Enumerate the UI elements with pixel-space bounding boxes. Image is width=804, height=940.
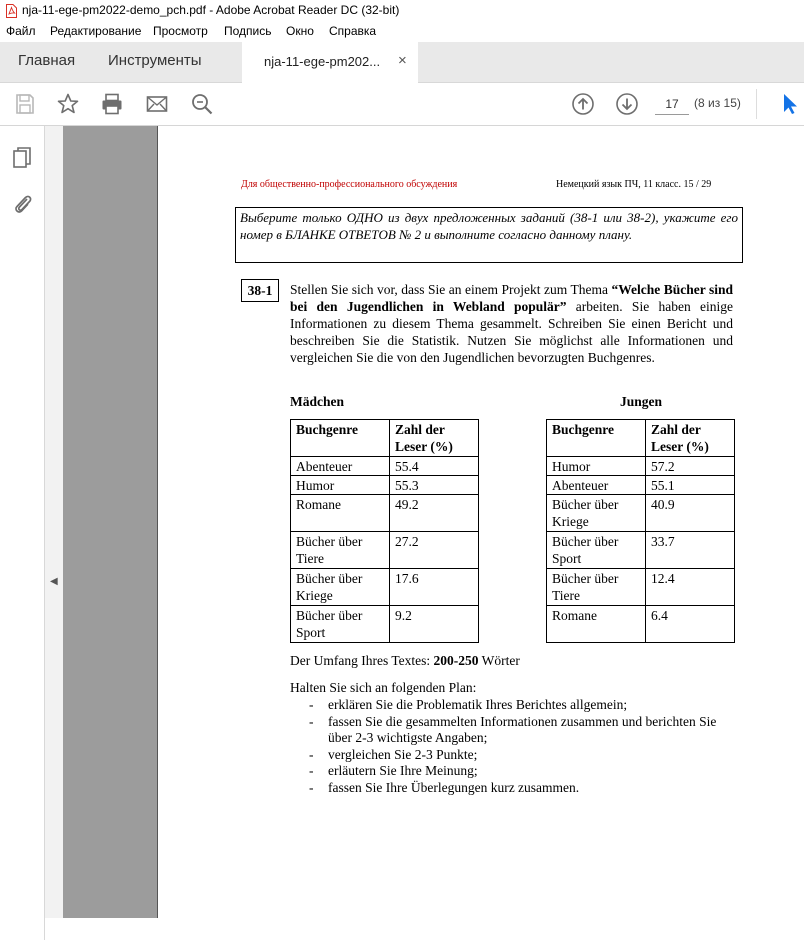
page-header-left: Для общественно-профессионального обсуждения (241, 179, 458, 190)
plan-list (309, 697, 739, 796)
table-cell: 55.4 (390, 457, 479, 476)
word-count-range: 200-250 (433, 653, 479, 668)
table-cell: Bücher über Sport (547, 532, 646, 569)
table-row (547, 495, 735, 532)
instruction-box: Выберите только ОДНО из двух предложенных заданий (38-1 или 38-2), укажите его номер в БЛАНКЕ ОТВЕТОВ № 2 и выполните согласно данному плану. (235, 207, 743, 263)
list-item-text: fassen Sie die gesammelten Informationen zusammen und berichten Sie über 2-3 wichtigste Angaben; (328, 713, 717, 745)
table-row (291, 606, 479, 643)
menu-edit[interactable]: Редактирование (50, 24, 142, 38)
mail-icon[interactable] (145, 92, 169, 116)
table-cell: Abenteuer (291, 457, 390, 476)
toolbar (0, 83, 804, 126)
pdf-file-icon (6, 4, 17, 18)
list-dash: - (309, 779, 314, 795)
pane-splitter[interactable] (45, 126, 63, 918)
menu-sign[interactable]: Подпись (224, 24, 272, 38)
girls-table (290, 419, 479, 643)
page-up-icon[interactable] (571, 92, 595, 116)
list-item-text: fassen Sie Ihre Überlegungen kurz zusammen. (328, 779, 580, 795)
task-text (290, 281, 733, 366)
attachment-icon[interactable] (12, 192, 34, 216)
table-row (291, 476, 479, 495)
table-cell: Bücher über Tiere (547, 569, 646, 606)
zoom-search-icon[interactable] (190, 92, 214, 116)
list-dash: - (309, 713, 314, 729)
table-row (547, 569, 735, 606)
table-row (291, 532, 479, 569)
page-number-input[interactable]: 17 (655, 94, 689, 115)
page-down-icon[interactable] (615, 92, 639, 116)
table-header-row (291, 420, 479, 457)
page-thumbnails-icon[interactable] (12, 146, 34, 170)
table-row (291, 569, 479, 606)
table-row (547, 532, 735, 569)
table-cell: Humor (291, 476, 390, 495)
table-cell: Abenteuer (547, 476, 646, 495)
menu-window[interactable]: Окно (286, 24, 314, 38)
list-item-text: vergleichen Sie 2-3 Punkte; (328, 746, 478, 762)
list-item-text: erklären Sie die Problematik Ihres Berichtes allgemein; (328, 697, 628, 712)
tab-document-label: nja-11-ege-pm202... (264, 54, 381, 69)
table-header-row (547, 420, 735, 457)
task-text-part1: Stellen Sie sich vor, dass Sie an einem Projekt zum Thema (290, 282, 612, 297)
table-row (291, 457, 479, 476)
menu-bar (0, 22, 804, 42)
close-tab-icon[interactable]: × (398, 52, 407, 69)
tab-home[interactable]: Главная (18, 52, 76, 69)
list-dash: - (309, 763, 314, 778)
table-cell: 6.4 (646, 606, 735, 643)
table-cell: 55.1 (646, 476, 735, 495)
task-text-part2: arbeiten. Sie haben einige Informationen zu diesem Thema gesammelt. Schreiben Sie einen Bericht und beschreiben Sie die Statistik. Nutzen Sie möglichst alle Informationen und vergleichen Sie die von den Jugendlichen bevorzugten Buchgenres. (290, 299, 733, 365)
plan-intro: Halten Sie sich an folgenden Plan: (290, 680, 477, 695)
tab-document[interactable] (242, 42, 418, 83)
list-item (309, 747, 739, 764)
list-dash: - (309, 697, 314, 712)
table-cell: 33.7 (646, 532, 735, 569)
task-topic: “Welche Bücher sind bei den Jugendlichen in Webland populär” (290, 282, 734, 314)
table-cell: Humor (547, 457, 646, 476)
table-row (547, 457, 735, 476)
table-cell: Bücher über Tiere (291, 532, 390, 569)
table-cell: Bücher über Sport (291, 606, 390, 643)
star-icon[interactable] (56, 92, 80, 116)
table-cell: Romane (291, 495, 390, 532)
word-count-prefix: Der Umfang Ihres Textes: (290, 653, 434, 668)
table-cell: Bücher über Kriege (547, 495, 646, 532)
collapse-pane-icon[interactable]: ◀ (50, 576, 58, 587)
table-cell: 57.2 (646, 457, 735, 476)
table-cell: 49.2 (390, 495, 479, 532)
window-title: nja-11-ege-pm2022-demo_pch.pdf - Adobe Acrobat Reader DC (32-bit) (22, 3, 400, 17)
print-icon[interactable] (100, 92, 124, 116)
word-count-suffix: Wörter (478, 653, 520, 668)
table-cell: Romane (547, 606, 646, 643)
boys-table (546, 419, 735, 643)
select-cursor-icon[interactable] (778, 92, 802, 116)
table-cell: 40.9 (646, 495, 735, 532)
table-row (547, 476, 735, 495)
menu-file[interactable]: Файл (6, 24, 36, 38)
table-header-cell: Zahl der Leser (%) (646, 420, 735, 457)
boys-table-title: Jungen (620, 394, 663, 409)
page-header-right: Немецкий язык ПЧ, 11 класс. 15 / 29 (556, 179, 712, 190)
tab-bar (0, 42, 804, 83)
toolbar-divider (756, 89, 757, 119)
save-icon[interactable] (13, 92, 37, 116)
list-item (309, 697, 739, 714)
page-count-label: (8 из 15) (694, 96, 741, 110)
table-header-cell: Buchgenre (291, 420, 390, 457)
list-dash: - (309, 746, 314, 762)
table-cell: 12.4 (646, 569, 735, 606)
task-number: 38-1 (241, 279, 279, 302)
table-cell: 17.6 (390, 569, 479, 606)
table-row (291, 495, 479, 532)
navigation-pane (0, 126, 45, 940)
table-cell: 9.2 (390, 606, 479, 643)
menu-view[interactable]: Просмотр (153, 24, 208, 38)
table-cell: 27.2 (390, 532, 479, 569)
list-item-text: erläutern Sie Ihre Meinung; (328, 763, 478, 778)
title-bar (0, 0, 804, 22)
table-header-cell: Buchgenre (547, 420, 646, 457)
table-cell: 55.3 (390, 476, 479, 495)
tab-tools[interactable]: Инструменты (108, 52, 202, 69)
table-cell: Bücher über Kriege (291, 569, 390, 606)
list-item (309, 780, 739, 797)
table-header-cell: Zahl der Leser (%) (390, 420, 479, 457)
word-count-requirement (290, 653, 520, 669)
table-row (547, 606, 735, 643)
list-item (309, 714, 739, 747)
document-background (63, 126, 157, 918)
menu-help[interactable]: Справка (329, 24, 377, 38)
document-scroll-area (45, 918, 804, 940)
girls-table-title: Mädchen (290, 394, 344, 409)
list-item (309, 763, 739, 780)
